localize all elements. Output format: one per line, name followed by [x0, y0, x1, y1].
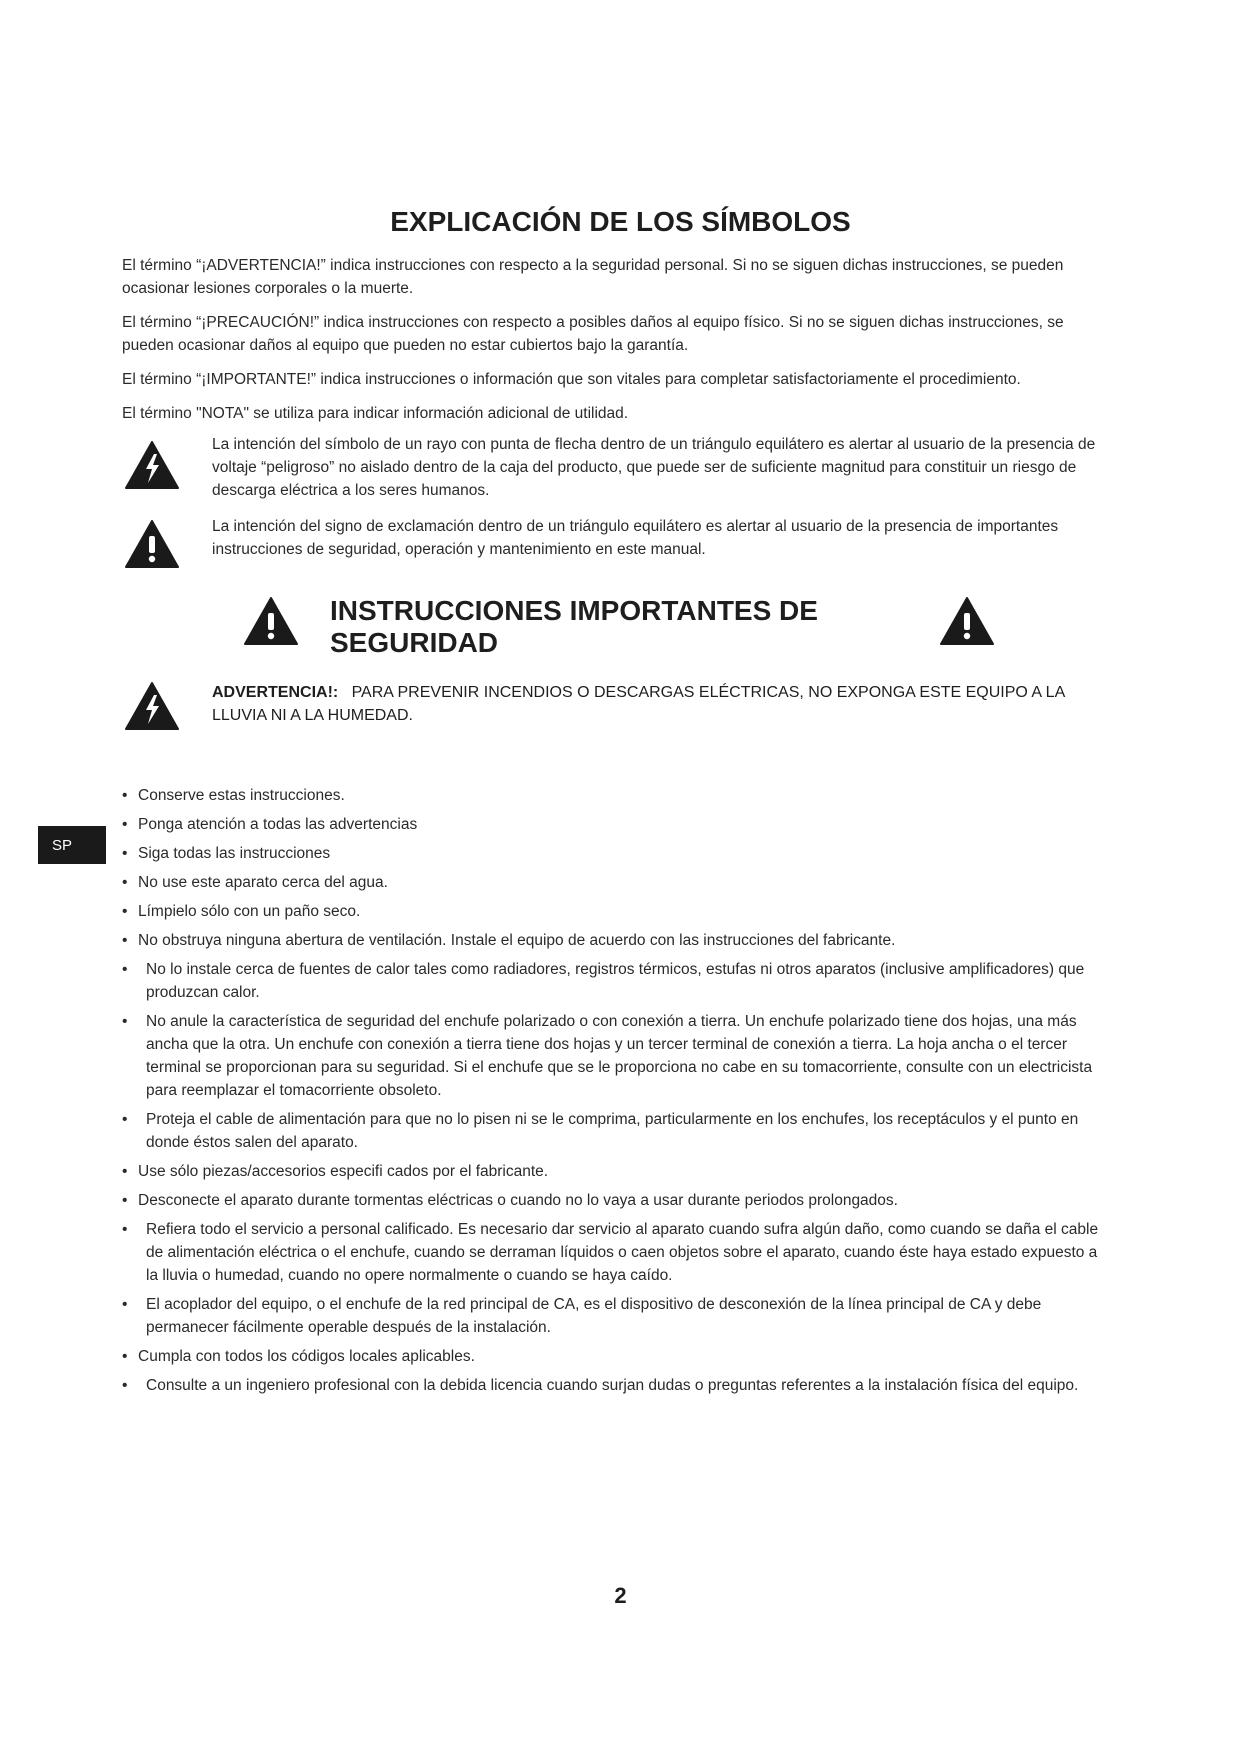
rain-moisture-warning — [212, 681, 1112, 727]
paragraph-importante: El término “¡IMPORTANTE!” indica instrucciones o información que son vitales para completar satisfactoriamente el procedimiento. — [122, 371, 1021, 388]
lightning-symbol-description: La intención del símbolo de un rayo con punta de flecha dentro de un triángulo equilátero es alertar al usuario de la presencia de voltaje “peligroso” no aislado dentro de la caja del producto, que puede ser de suficiente magnitud para constituir un riesgo de descarga eléctrica a los seres humanos. — [212, 436, 1096, 499]
warning-label: ADVERTENCIA!: — [212, 684, 339, 701]
list-item: • Siga todas las instrucciones — [122, 845, 331, 862]
lightning-warning-icon — [124, 440, 180, 490]
list-item: • Desconecte el aparato durante tormentas eléctricas o cuando no lo vaya a usar durante periodos prolongados. — [122, 1192, 898, 1209]
list-item: • Proteja el cable de alimentación para que no lo pisen ni se le comprima, particularmente en los enchufes, los receptáculos y el punto en donde éstos salen del aparato. — [122, 1111, 1079, 1151]
list-item: • No anule la característica de seguridad del enchufe polarizado o con conexión a tierra. Un enchufe polarizado tiene dos hojas, una más ancha que la otra. Un enchufe con conexión a tierra tiene dos hojas y un tercer terminal de conexión a tierra. La hoja ancha o el tercer terminal se proporcionan para su seguridad. Si el enchufe que se le proporciona no cabe en su tomacorriente, consulte con un electricista para reemplazar el tomacorriente obsoleto. — [122, 1013, 1093, 1099]
list-item: • Límpielo sólo con un paño seco. — [122, 903, 361, 920]
list-item: • Use sólo piezas/accesorios especifi cados por el fabricante. — [122, 1163, 549, 1180]
safety-instructions-list — [122, 784, 1112, 1403]
exclamation-warning-icon-right — [939, 596, 995, 646]
section-title-symbols: EXPLICACIÓN DE LOS SÍMBOLOS — [390, 206, 851, 237]
warning-text: PARA PREVENIR INCENDIOS O DESCARGAS ELÉCTRICAS, NO EXPONGA ESTE EQUIPO A LA LLUVIA NI A LA HUMEDAD. — [212, 684, 1065, 724]
list-item: • El acoplador del equipo, o el enchufe de la red principal de CA, es el dispositivo de desconexión de la línea principal de CA y debe permanecer fácilmente operable después de la instalación. — [122, 1296, 1042, 1336]
lightning-warning-icon-2 — [124, 681, 180, 731]
list-item: • No obstruya ninguna abertura de ventilación. Instale el equipo de acuerdo con las instrucciones del fabricante. — [122, 932, 896, 949]
language-tab-sp: SP — [38, 826, 106, 864]
paragraph-advertencia: El término “¡ADVERTENCIA!” indica instrucciones con respecto a la seguridad personal. Si no se siguen dichas instrucciones, se pueden ocasionar lesiones corporales o la muerte. — [122, 257, 1064, 297]
list-item: • Conserve estas instrucciones. — [122, 787, 345, 804]
exclamation-symbol-description: La intención del signo de exclamación dentro de un triángulo equilátero es alertar al usuario de la presencia de importantes instrucciones de seguridad, operación y mantenimiento en este manual. — [212, 518, 1059, 558]
exclamation-warning-icon-left — [243, 596, 299, 646]
page-number: 2 — [614, 1583, 627, 1608]
exclamation-warning-icon — [124, 519, 180, 569]
paragraph-precaucion: El término “¡PRECAUCIÓN!” indica instrucciones con respecto a posibles daños al equipo físico. Si no se siguen dichas instrucciones, se pueden ocasionar daños al equipo que pueden no estar cubiertos bajo la garantía. — [122, 314, 1064, 354]
list-item: • Cumpla con todos los códigos locales aplicables. — [122, 1348, 475, 1365]
list-item: • No lo instale cerca de fuentes de calor tales como radiadores, registros térmicos, estufas ni otros aparatos (inclusive amplificadores) que produzcan calor. — [122, 961, 1085, 1001]
list-item: • Consulte a un ingeniero profesional con la debida licencia cuando surjan dudas o preguntas referentes a la instalación física del equipo. — [122, 1377, 1079, 1394]
list-item: • Refiera todo el servicio a personal calificado. Es necesario dar servicio al aparato cuando sufra algún daño, como cuando se daña el cable de alimentación eléctrica o el enchufe, cuando se derraman líquidos o caen objetos sobre el aparato, cuando éste haya estado expuesto a la lluvia o humedad, cuando no opere normalmente o cuando se haya caído. — [122, 1221, 1099, 1284]
list-item: • No use este aparato cerca del agua. — [122, 874, 388, 891]
list-item: • Ponga atención a todas las advertencias — [122, 816, 418, 833]
section-title-safety: INSTRUCCIONES IMPORTANTES DE SEGURIDAD — [330, 595, 818, 658]
paragraph-nota: El término "NOTA" se utiliza para indicar información adicional de utilidad. — [122, 405, 629, 422]
